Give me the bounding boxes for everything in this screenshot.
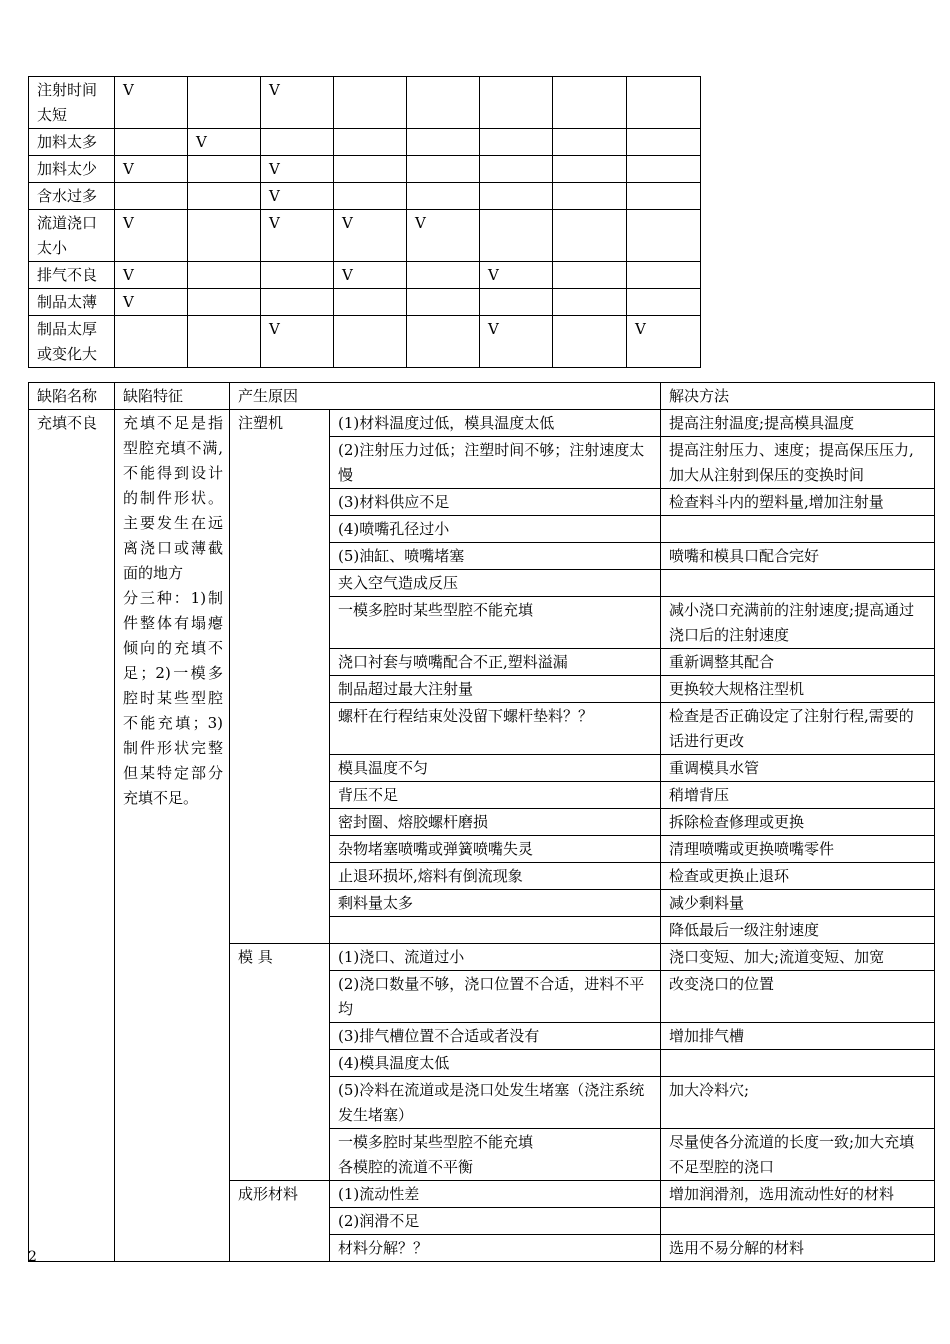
matrix-row-label: 制品太厚或变化大	[29, 316, 115, 368]
matrix-row-label: 制品太薄	[29, 289, 115, 316]
matrix-cell: V	[115, 262, 188, 289]
cause-cell	[330, 755, 661, 782]
matrix-cell	[480, 210, 553, 262]
solution-cell	[661, 1208, 935, 1235]
matrix-cell: V	[480, 316, 553, 368]
matrix-cell: V	[261, 183, 334, 210]
solution-cell: 减小浇口充满前的注射速度;提高通过浇口后的注射速度	[661, 597, 935, 649]
cause-text: (2)注射压力过低；注塑时间不够；注射速度太慢	[338, 441, 645, 484]
defect-feature-text-2: 分三种：1)制件整体有塌瘪倾向的充填不足；2)一模多腔时某些型腔不能充填；3)制件形状完整但某特定部分充填不足。	[123, 589, 223, 807]
matrix-cell: V	[261, 156, 334, 183]
matrix-row-label: 含水过多	[29, 183, 115, 210]
matrix-cell: V	[407, 210, 480, 262]
cause-cell	[330, 809, 661, 836]
matrix-cell	[334, 77, 407, 129]
header-solution: 解决方法	[661, 383, 935, 410]
matrix-row-label: 加料太多	[29, 129, 115, 156]
matrix-cell	[480, 156, 553, 183]
matrix-row-label: 流道浇口太小	[29, 210, 115, 262]
matrix-cell	[627, 156, 701, 183]
solution-cell: 提高注射压力、速度；提高保压压力,加大从注射到保压的变换时间	[661, 437, 935, 489]
matrix-cell	[334, 183, 407, 210]
matrix-cell	[188, 77, 261, 129]
cause-cell	[330, 649, 661, 676]
matrix-cell	[553, 289, 627, 316]
matrix-cell	[480, 129, 553, 156]
solution-cell	[661, 1050, 935, 1077]
matrix-cell	[261, 129, 334, 156]
matrix-cell	[553, 316, 627, 368]
cause-text: 制品超过最大注射量	[338, 680, 474, 698]
cause-cell	[330, 437, 661, 489]
cause-text: 螺杆在行程结束处没留下螺杆垫料？？	[338, 707, 594, 725]
solution-cell: 加大冷料穴;	[661, 1077, 935, 1129]
matrix-row	[29, 183, 701, 210]
matrix-cell	[480, 183, 553, 210]
matrix-row-label: 加料太少	[29, 156, 115, 183]
solution-cell	[661, 516, 935, 543]
solution-cell	[661, 570, 935, 597]
solution-cell: 拆除检查修理或更换	[661, 809, 935, 836]
matrix-cell: V	[115, 156, 188, 183]
matrix-cell: V	[115, 210, 188, 262]
cause-text: (1)流动性差	[338, 1185, 420, 1203]
matrix-cell	[553, 183, 627, 210]
matrix-cell	[407, 262, 480, 289]
matrix-cell	[334, 289, 407, 316]
cause-cell	[330, 1181, 661, 1208]
cause-cell	[330, 890, 661, 917]
cause-text: (5)冷料在流道或是浇口处发生堵塞（浇注系统发生堵塞）	[338, 1081, 645, 1124]
header-defect-name: 缺陷名称	[29, 383, 115, 410]
solution-cell: 稍增背压	[661, 782, 935, 809]
matrix-row	[29, 210, 701, 262]
matrix-cell	[188, 210, 261, 262]
matrix-cell	[407, 156, 480, 183]
matrix-cell	[407, 289, 480, 316]
matrix-cell	[334, 156, 407, 183]
matrix-cell	[115, 129, 188, 156]
cause-cell	[330, 676, 661, 703]
cause-text: (1)浇口、流道过小	[338, 948, 465, 966]
matrix-cell	[188, 156, 261, 183]
matrix-row-label: 排气不良	[29, 262, 115, 289]
cause-text: (3)排气槽位置不合适或者没有	[338, 1027, 540, 1045]
matrix-cell	[553, 77, 627, 129]
solution-cell: 喷嘴和模具口配合完好	[661, 543, 935, 570]
matrix-cell	[627, 129, 701, 156]
cause-text: 夹入空气造成反压	[338, 574, 459, 592]
matrix-row	[29, 129, 701, 156]
cause-text: 材料分解？？	[338, 1239, 429, 1257]
matrix-cell	[334, 129, 407, 156]
matrix-row	[29, 262, 701, 289]
matrix-cell	[188, 183, 261, 210]
solution-cell: 降低最后一级注射速度	[661, 917, 935, 944]
matrix-cell	[407, 316, 480, 368]
matrix-cell	[407, 129, 480, 156]
cause-text: 模具温度不匀	[338, 759, 429, 777]
header-cause: 产生原因	[230, 383, 661, 410]
matrix-cell: V	[115, 77, 188, 129]
matrix-row-label: 注射时间太短	[29, 77, 115, 129]
matrix-cell	[553, 210, 627, 262]
matrix-cell	[188, 289, 261, 316]
cause-text: (4)模具温度太低	[338, 1054, 450, 1072]
solution-cell: 检查料斗内的塑料量,增加注射量	[661, 489, 935, 516]
matrix-cell	[115, 183, 188, 210]
cause-text: 杂物堵塞喷嘴或弹簧喷嘴失灵	[338, 840, 534, 858]
matrix-row	[29, 316, 701, 368]
matrix-cell	[627, 289, 701, 316]
solution-cell: 尽量使各分流道的长度一致;加大充填不足型腔的浇口	[661, 1129, 935, 1181]
cause-cell	[330, 489, 661, 516]
matrix-cell	[334, 316, 407, 368]
cause-cell	[330, 971, 661, 1023]
cause-cell	[330, 543, 661, 570]
solution-cell: 检查或更换止退环	[661, 863, 935, 890]
cause-group-label: 成形材料	[230, 1181, 330, 1262]
matrix-cell	[627, 262, 701, 289]
matrix-cell	[115, 316, 188, 368]
matrix-cell: V	[261, 210, 334, 262]
matrix-cell	[480, 289, 553, 316]
cause-cell	[330, 1023, 661, 1050]
solution-cell: 提高注射温度;提高模具温度	[661, 410, 935, 437]
matrix-cell	[188, 316, 261, 368]
defect-name-cell: 充填不良	[29, 410, 115, 1262]
cause-row	[29, 410, 935, 437]
cause-cell	[330, 597, 661, 649]
cause-text: 一模多腔时某些型腔不能充填	[338, 601, 534, 619]
matrix-row	[29, 156, 701, 183]
cause-cell	[330, 1077, 661, 1129]
cause-group-label: 注塑机	[230, 410, 330, 944]
matrix-cell: V	[115, 289, 188, 316]
cause-text: (1)材料温度过低，模具温度太低	[338, 414, 555, 432]
cause-text: 背压不足	[338, 786, 399, 804]
cause-group-label: 模 具	[230, 944, 330, 1181]
matrix-cell	[627, 183, 701, 210]
matrix-cell: V	[334, 262, 407, 289]
header-defect-feature: 缺陷特征	[115, 383, 230, 410]
cause-text-2: 各模腔的流道不平衡	[338, 1158, 474, 1176]
matrix-cell	[627, 210, 701, 262]
cause-cell	[330, 570, 661, 597]
page-number: 2	[28, 1249, 37, 1265]
matrix-cell	[553, 262, 627, 289]
solution-cell: 检查是否正确设定了注射行程,需要的话进行更改	[661, 703, 935, 755]
matrix-cell	[261, 262, 334, 289]
cause-cell	[330, 1235, 661, 1262]
solution-cell: 浇口变短、加大;流道变短、加宽	[661, 944, 935, 971]
cause-text: 止退环损坏,熔料有倒流现象	[338, 867, 523, 885]
cause-cell	[330, 836, 661, 863]
cause-text: (4)喷嘴孔径过小	[338, 520, 450, 538]
cause-cell	[330, 1050, 661, 1077]
matrix-cell	[407, 183, 480, 210]
matrix-cell	[188, 262, 261, 289]
solution-cell: 重新调整其配合	[661, 649, 935, 676]
matrix-cell: V	[261, 316, 334, 368]
cause-text: 一模多腔时某些型腔不能充填	[338, 1133, 534, 1151]
solution-cell: 选用不易分解的材料	[661, 1235, 935, 1262]
matrix-row	[29, 77, 701, 129]
cause-text: 剩料量太多	[338, 894, 414, 912]
matrix-cell	[553, 129, 627, 156]
cause-cell	[330, 516, 661, 543]
matrix-cell: V	[627, 316, 701, 368]
cause-cell	[330, 703, 661, 755]
matrix-cell: V	[261, 77, 334, 129]
cause-text: 密封圈、熔胶螺杆磨损	[338, 813, 489, 831]
matrix-cell	[261, 289, 334, 316]
matrix-cell: V	[188, 129, 261, 156]
matrix-cell	[407, 77, 480, 129]
matrix-cell: V	[334, 210, 407, 262]
matrix-cell: V	[480, 262, 553, 289]
solution-cell: 减少剩料量	[661, 890, 935, 917]
matrix-row	[29, 289, 701, 316]
cause-text: (5)油缸、喷嘴堵塞	[338, 547, 465, 565]
defect-feature-cell	[115, 410, 230, 1262]
solution-cell: 重调模具水管	[661, 755, 935, 782]
cause-cell	[330, 1129, 661, 1181]
cause-text: 浇口衬套与喷嘴配合不正,塑料溢漏	[338, 653, 568, 671]
header-row	[29, 383, 935, 410]
defect-solution-table	[28, 382, 935, 1262]
matrix-cell	[553, 156, 627, 183]
cause-cell	[330, 944, 661, 971]
cause-text: (2)浇口数量不够，浇口位置不合适，进料不平均	[338, 975, 645, 1018]
cause-cell	[330, 917, 661, 944]
cause-text: (3)材料供应不足	[338, 493, 450, 511]
matrix-cell	[627, 77, 701, 129]
solution-cell: 改变浇口的位置	[661, 971, 935, 1023]
cause-text: (2)润滑不足	[338, 1212, 420, 1230]
cause-cell	[330, 863, 661, 890]
cause-cell	[330, 410, 661, 437]
defect-feature-text: 充填不足是指型腔充填不满,不能得到设计的制件形状。主要发生在远离浇口或薄截面的地方	[123, 414, 223, 582]
solution-cell: 更换较大规格注型机	[661, 676, 935, 703]
solution-cell: 清理喷嘴或更换喷嘴零件	[661, 836, 935, 863]
defect-matrix-table	[28, 76, 701, 368]
solution-cell: 增加润滑剂，选用流动性好的材料	[661, 1181, 935, 1208]
matrix-cell	[480, 77, 553, 129]
cause-cell	[330, 1208, 661, 1235]
cause-cell	[330, 782, 661, 809]
solution-cell: 增加排气槽	[661, 1023, 935, 1050]
